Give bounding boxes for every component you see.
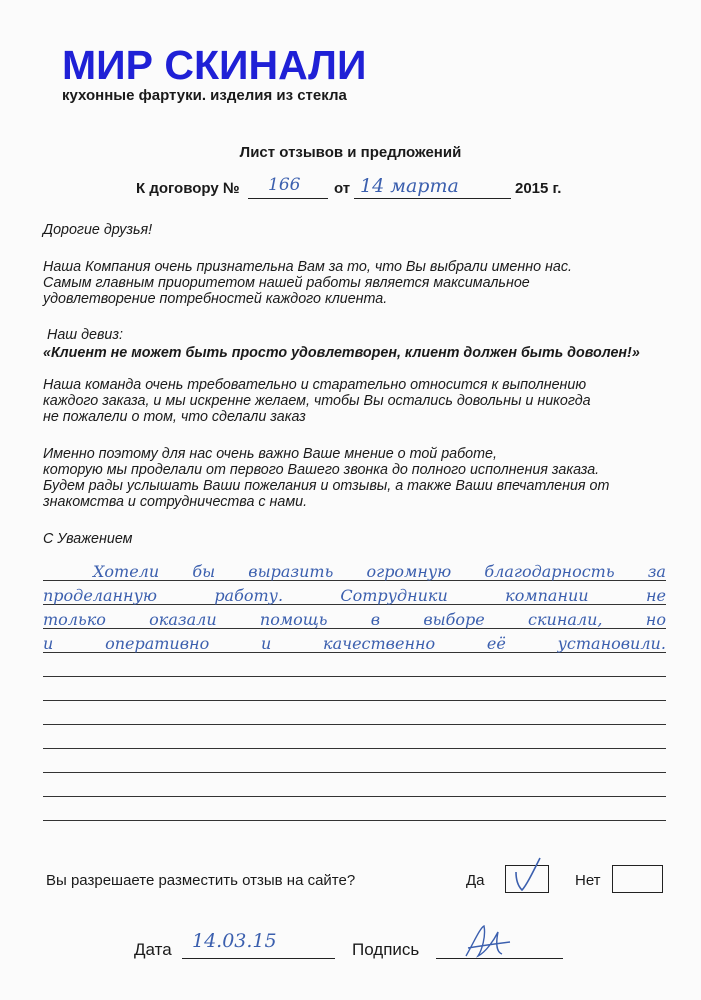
- paragraph-line: знакомства и сотрудничества с нами.: [43, 494, 308, 510]
- checkmark-icon: [506, 866, 550, 894]
- review-word: компании: [505, 586, 589, 605]
- date-value[interactable]: 14.03.15: [192, 930, 277, 952]
- review-word: качественно: [323, 634, 436, 653]
- review-handwritten-line: [43, 559, 666, 581]
- motto-label: Наш девиз:: [47, 327, 124, 343]
- handwritten-signature: [460, 922, 520, 962]
- review-rule-line: [43, 772, 666, 773]
- contract-row: [0, 177, 701, 207]
- paragraph-line: которую мы проделали от первого Вашего звонка до полного исполнения заказа.: [43, 462, 600, 478]
- paragraph-line: Наша Компания очень признательна Вам за то, что Вы выбрали именно нас.: [43, 259, 572, 275]
- review-rule-line: [43, 748, 666, 749]
- review-rule-line: [43, 724, 666, 725]
- paragraph-line: не пожалели о том, что сделали заказ: [43, 409, 306, 425]
- contract-year-label: 2015 г.: [515, 180, 562, 197]
- review-word: бы: [192, 562, 216, 581]
- letter-closing: С Уважением: [43, 531, 133, 547]
- review-word: проделанную: [43, 586, 157, 605]
- permission-yes-label: Да: [466, 872, 485, 889]
- brand-tagline: кухонные фартуки. изделия из стекла: [62, 87, 347, 104]
- contract-from-label: от: [334, 180, 351, 197]
- permission-no-checkbox[interactable]: [612, 865, 663, 893]
- signature-label: Подпись: [352, 940, 420, 959]
- date-line: [182, 958, 335, 959]
- paragraph-line: Будем рады услышать Ваши пожелания и отзывы, а также Ваши впечатления от: [43, 478, 610, 494]
- letter-greeting: Дорогие друзья!: [43, 222, 153, 238]
- review-word: выразить: [248, 562, 334, 581]
- review-rule-line: [43, 676, 666, 677]
- motto-text: «Клиент не может быть просто удовлетворен, клиент должен быть доволен!»: [43, 345, 640, 361]
- review-word: помощь: [259, 610, 328, 629]
- review-word: огромную: [366, 562, 452, 581]
- review-word: работу.: [214, 586, 284, 605]
- review-word: Сотрудники: [340, 586, 448, 605]
- review-word: её: [486, 634, 506, 653]
- review-rule-line: [43, 820, 666, 821]
- date-label: Дата: [134, 940, 172, 959]
- contract-date-line: [354, 198, 511, 199]
- review-rule-line: [43, 796, 666, 797]
- permission-yes-checkbox[interactable]: [505, 865, 549, 893]
- review-word: установили.: [557, 634, 666, 653]
- review-word: благодарность: [484, 562, 615, 581]
- review-word: в: [370, 610, 381, 629]
- paragraph-line: удовлетворение потребностей каждого клиента.: [43, 291, 388, 307]
- review-handwritten-line: [43, 631, 666, 653]
- letter-paragraph-1: [43, 259, 673, 307]
- review-word: Хотели: [93, 562, 160, 581]
- review-word: но: [645, 610, 666, 629]
- paragraph-line: Наша команда очень требовательно и старательно относится к выполнению: [43, 377, 587, 393]
- contract-number-line: [248, 198, 328, 199]
- permission-question: Вы разрешаете разместить отзыв на сайте?: [46, 872, 356, 889]
- letter-paragraph-3: [43, 446, 673, 510]
- review-handwritten-line: [43, 607, 666, 629]
- contract-number-label: К договору №: [136, 180, 240, 197]
- review-handwritten-line: [43, 583, 666, 605]
- contract-number-value[interactable]: 166: [268, 175, 301, 195]
- permission-no-label: Нет: [575, 872, 601, 889]
- review-word: скинали,: [528, 610, 603, 629]
- form-title: Лист отзывов и предложений: [239, 144, 462, 161]
- paragraph-line: Именно поэтому для нас очень важно Ваше мнение о той работе,: [43, 446, 497, 462]
- review-word: за: [647, 562, 666, 581]
- paragraph-line: каждого заказа, и мы искренне желаем, чтобы Вы остались довольны и никогда: [43, 393, 591, 409]
- review-word: и: [43, 634, 54, 653]
- review-word: оперативно: [105, 634, 210, 653]
- review-word: оказали: [149, 610, 217, 629]
- brand-logo-title: МИР СКИНАЛИ: [62, 42, 367, 88]
- contract-date-value[interactable]: 14 марта: [360, 175, 459, 197]
- review-word: не: [645, 586, 666, 605]
- review-word: только: [43, 610, 106, 629]
- review-word: выборе: [423, 610, 485, 629]
- review-rule-line: [43, 700, 666, 701]
- review-word: и: [260, 634, 272, 653]
- letter-paragraph-2: [43, 377, 673, 425]
- paragraph-line: Самым главным приоритетом нашей работы является максимальное: [43, 275, 530, 291]
